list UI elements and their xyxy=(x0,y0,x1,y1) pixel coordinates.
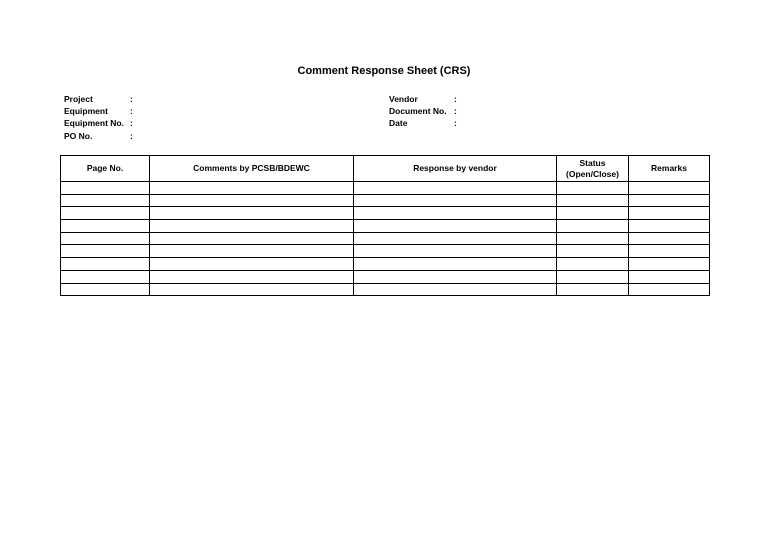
remarks-cell[interactable] xyxy=(629,270,710,283)
response-cell[interactable] xyxy=(354,245,557,258)
project-value[interactable] xyxy=(136,93,216,105)
equipment-label: Equipment xyxy=(64,106,108,117)
remarks-cell[interactable] xyxy=(629,220,710,233)
table-header-row xyxy=(61,156,710,182)
comments-cell[interactable] xyxy=(150,245,354,258)
response-cell[interactable] xyxy=(354,232,557,245)
po-no-value[interactable] xyxy=(136,130,216,142)
comment-response-table xyxy=(60,155,710,296)
info-block-left xyxy=(64,93,216,142)
date-label: Date xyxy=(389,118,408,129)
comments-header: Comments by PCSB/BDEWC xyxy=(150,156,354,182)
status-cell[interactable] xyxy=(557,220,629,233)
table-row xyxy=(61,270,710,283)
page-no-cell[interactable] xyxy=(61,207,150,220)
comments-cell[interactable] xyxy=(150,232,354,245)
remarks-cell[interactable] xyxy=(629,207,710,220)
info-row-document-no xyxy=(389,105,540,117)
response-cell[interactable] xyxy=(354,283,557,296)
response-cell[interactable] xyxy=(354,270,557,283)
table-row xyxy=(61,258,710,271)
info-row-date xyxy=(389,117,540,129)
vendor-label: Vendor xyxy=(389,94,418,104)
page-no-cell[interactable] xyxy=(61,194,150,207)
status-cell[interactable] xyxy=(557,207,629,220)
document-no-label: Document No. xyxy=(389,106,447,117)
info-colon: : xyxy=(454,106,457,117)
page-no-cell[interactable] xyxy=(61,245,150,258)
table-row xyxy=(61,207,710,220)
status-header-line1: Status xyxy=(579,157,606,168)
vendor-value[interactable] xyxy=(460,93,540,105)
table-row xyxy=(61,194,710,207)
table-row xyxy=(61,283,710,296)
response-cell[interactable] xyxy=(354,258,557,271)
info-colon: : xyxy=(130,94,133,104)
remarks-cell[interactable] xyxy=(629,232,710,245)
remarks-cell[interactable] xyxy=(629,258,710,271)
remarks-cell[interactable] xyxy=(629,245,710,258)
table-row xyxy=(61,245,710,258)
remarks-header: Remarks xyxy=(629,156,710,182)
comments-cell[interactable] xyxy=(150,283,354,296)
response-cell[interactable] xyxy=(354,194,557,207)
status-header-line2: (Open/Close) xyxy=(566,168,619,179)
page-title: Comment Response Sheet (CRS) xyxy=(297,65,471,77)
page-no-cell[interactable] xyxy=(61,283,150,296)
info-block-right xyxy=(389,93,540,130)
remarks-cell[interactable] xyxy=(629,283,710,296)
comments-cell[interactable] xyxy=(150,182,354,195)
comments-cell[interactable] xyxy=(150,270,354,283)
info-colon: : xyxy=(130,130,133,141)
page-no-header: Page No. xyxy=(61,156,150,182)
remarks-cell[interactable] xyxy=(629,182,710,195)
response-cell[interactable] xyxy=(354,220,557,233)
table-row xyxy=(61,182,710,195)
info-colon: : xyxy=(130,118,133,129)
date-value[interactable] xyxy=(460,117,540,129)
equipment-no-label: Equipment No. xyxy=(64,118,124,129)
page-no-cell[interactable] xyxy=(61,258,150,271)
status-header xyxy=(557,156,629,182)
status-cell[interactable] xyxy=(557,258,629,271)
info-colon: : xyxy=(454,118,457,129)
equipment-no-value[interactable] xyxy=(136,117,216,129)
page-no-cell[interactable] xyxy=(61,220,150,233)
status-cell[interactable] xyxy=(557,232,629,245)
project-label: Project xyxy=(64,94,93,104)
info-row-equipment-no xyxy=(64,117,216,129)
status-cell[interactable] xyxy=(557,245,629,258)
comments-cell[interactable] xyxy=(150,194,354,207)
info-row-equipment xyxy=(64,105,216,117)
response-cell[interactable] xyxy=(354,182,557,195)
response-cell[interactable] xyxy=(354,207,557,220)
equipment-value[interactable] xyxy=(136,105,216,117)
table-row xyxy=(61,220,710,233)
status-cell[interactable] xyxy=(557,283,629,296)
status-cell[interactable] xyxy=(557,182,629,195)
response-header: Response by vendor xyxy=(354,156,557,182)
table-row xyxy=(61,232,710,245)
page-no-cell[interactable] xyxy=(61,270,150,283)
status-cell[interactable] xyxy=(557,270,629,283)
status-cell[interactable] xyxy=(557,194,629,207)
page-no-cell[interactable] xyxy=(61,182,150,195)
comments-cell[interactable] xyxy=(150,220,354,233)
document-no-value[interactable] xyxy=(460,105,540,117)
po-no-label: PO No. xyxy=(64,130,93,141)
info-row-project xyxy=(64,93,216,105)
remarks-cell[interactable] xyxy=(629,194,710,207)
comments-cell[interactable] xyxy=(150,258,354,271)
comments-cell[interactable] xyxy=(150,207,354,220)
info-colon: : xyxy=(130,106,133,117)
table-body xyxy=(61,182,710,296)
info-row-vendor xyxy=(389,93,540,105)
page-no-cell[interactable] xyxy=(61,232,150,245)
info-colon: : xyxy=(454,94,457,104)
info-row-po-no xyxy=(64,130,216,142)
